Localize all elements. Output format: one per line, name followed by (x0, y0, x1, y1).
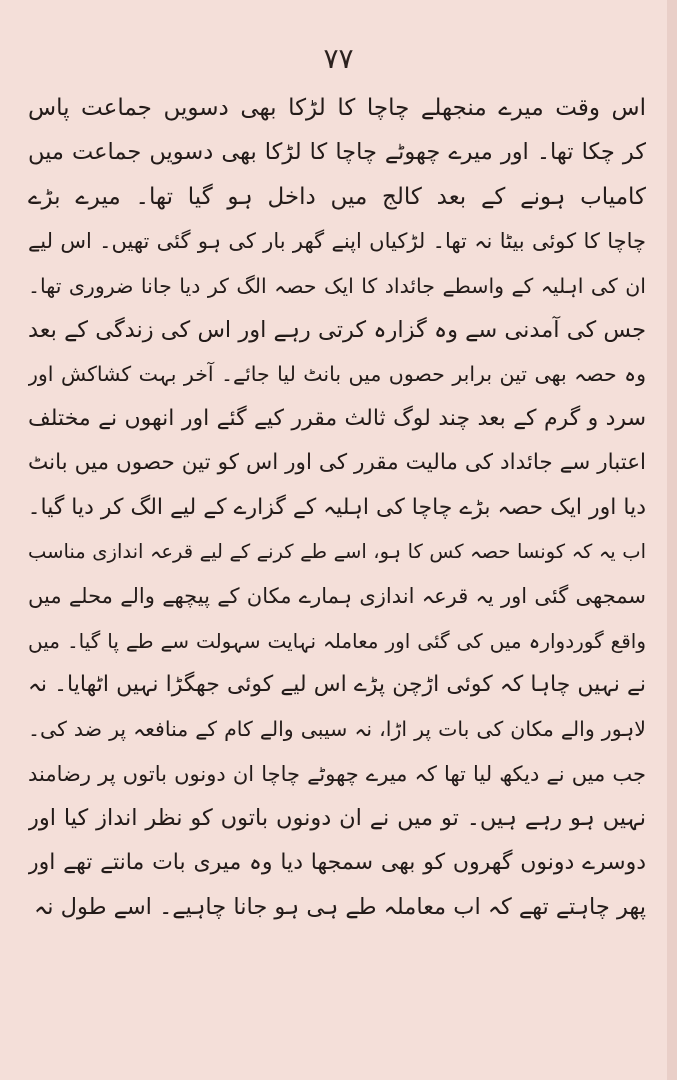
text-line: چاچا کا کوئی بیٹا نہ تھا۔ لڑکیاں اپنے گھر بار کی ہو گئی تھیں۔ اس لیے (28, 229, 646, 254)
text-line: جس کی آمدنی سے وہ گزارہ کرتی رہے اور اس کی زندگی کے بعد (28, 316, 646, 343)
text-line: سرد و گرم کے بعد چند لوگ ثالث مقرر کیے گئے اور انھوں نے مختلف (28, 405, 646, 431)
text-line: جب میں نے دیکھ لیا تھا کہ میرے چھوٹے چاچا ان دونوں باتوں پر رضامند (28, 761, 646, 786)
text-line: نے نہیں چاہا کہ کوئی اڑچن پڑے اس لیے کوئی جھگڑا نہیں اٹھایا۔ نہ (28, 672, 646, 698)
text-line: کامیاب ہونے کے بعد کالج میں داخل ہو گیا تھا۔ میرے بڑے (28, 183, 646, 210)
text-line: دیا اور ایک حصہ بڑے چاچا کی اہلیہ کے گزارے کے لیے الگ کر دیا گیا۔ (28, 494, 646, 520)
text-line: لاہور والے مکان کی بات پر اڑا، نہ سیبی والے کام کے منافعہ پر ضد کی۔ (28, 717, 646, 742)
text-line: دوسرے دونوں گھروں کو بھی سمجھا دیا وہ میری بات مانتے تھے اور (28, 849, 646, 875)
text-line: نہیں ہو رہے ہیں۔ تو میں نے ان دونوں باتوں کو نظر انداز کیا اور (28, 805, 646, 832)
text-line: اب یہ کہ کونسا حصہ کس کا ہو، اسے طے کرنے کے لیے قرعہ اندازی مناسب (28, 539, 646, 563)
text-line: سمجھی گئی اور یہ قرعہ اندازی ہمارے مکان کے پیچھے والے محلے میں (28, 584, 646, 609)
text-line: کر چکا تھا۔ اور میرے چھوٹے چاچا کا لڑکا بھی دسویں جماعت میں (28, 139, 646, 166)
page-text (28, 86, 646, 1046)
page-edge (667, 0, 677, 1080)
text-line: پھر چاہتے تھے کہ اب معاملہ طے ہی ہو جانا چاہیے۔ اسے طول نہ (34, 894, 646, 921)
text-line: وہ حصہ بھی تین برابر حصوں میں بانٹ لیا جائے۔ آخر بہت کشاکش اور (28, 362, 646, 387)
text-line: واقع گوردوارہ میں کی گئی اور معاملہ نہایت سہولت سے طے پا گیا۔ میں (28, 628, 646, 653)
page-number: ۷۷ (323, 42, 354, 75)
text-line: ان کی اہلیہ کے واسطے جائداد کا ایک حصہ الگ کر دیا جانا ضروری تھا۔ (28, 273, 646, 298)
text-line: اعتبار سے جائداد کی مالیت مقرر کی اور اس کو تین حصوں میں بانٹ (28, 450, 646, 476)
text-line: اس وقت میرے منجھلے چاچا کا لڑکا بھی دسویں جماعت پاس (28, 95, 646, 121)
